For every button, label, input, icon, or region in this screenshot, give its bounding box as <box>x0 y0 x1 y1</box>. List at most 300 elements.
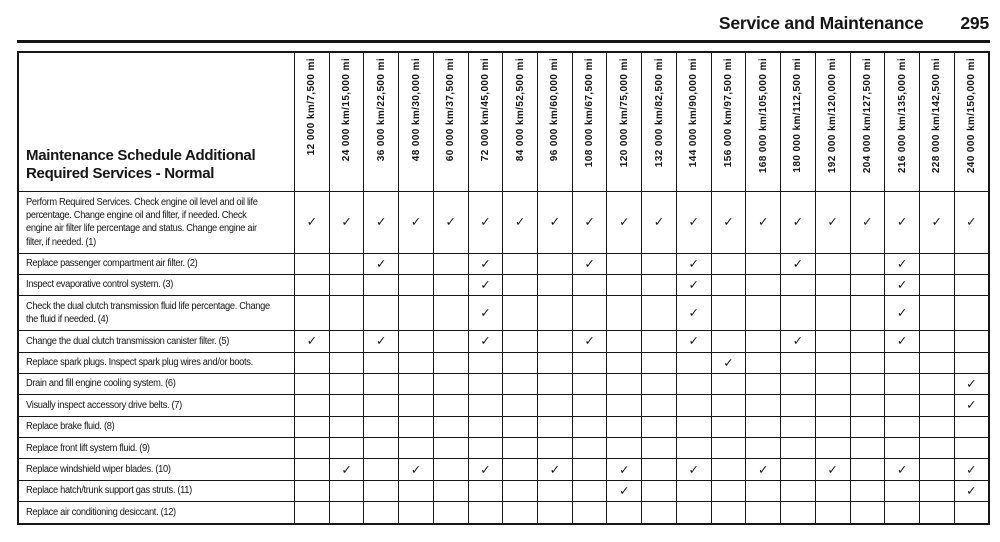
check-cell-empty <box>538 352 573 373</box>
check-cell-empty <box>503 352 538 373</box>
check-cell-empty <box>746 352 781 373</box>
check-cell-empty <box>433 352 468 373</box>
interval-label: 216 000 km/135,000 mi <box>896 58 908 174</box>
check-cell-empty <box>607 438 642 459</box>
check-cell-empty <box>919 502 954 524</box>
check-cell-empty <box>503 274 538 295</box>
check-cell-checked <box>607 192 642 254</box>
service-label-text: Replace spark plugs. Inspect spark plug wires and/or boots. <box>26 357 253 369</box>
checkmark-icon: ✓ <box>896 462 908 477</box>
check-cell-empty <box>676 352 711 373</box>
check-cell-empty <box>468 438 503 459</box>
table-body <box>18 192 989 524</box>
check-cell-empty <box>364 480 399 501</box>
check-cell-empty <box>954 438 989 459</box>
check-cell-empty <box>642 253 677 274</box>
checkmark-icon: ✓ <box>619 215 630 230</box>
check-cell-empty <box>538 331 573 352</box>
check-cell-checked <box>885 331 920 352</box>
check-cell-empty <box>746 331 781 352</box>
check-cell-empty <box>850 296 885 331</box>
check-cell-empty <box>919 373 954 394</box>
check-cell-checked <box>607 459 642 480</box>
check-cell-empty <box>746 296 781 331</box>
check-cell-empty <box>815 373 850 394</box>
check-cell-empty <box>746 502 781 524</box>
check-cell-empty <box>433 416 468 437</box>
check-cell-empty <box>538 296 573 331</box>
check-cell-empty <box>503 253 538 274</box>
check-cell-checked <box>676 331 711 352</box>
check-cell-empty <box>329 502 364 524</box>
check-cell-empty <box>919 438 954 459</box>
check-cell-empty <box>538 416 573 437</box>
check-cell-empty <box>433 502 468 524</box>
check-cell-empty <box>850 480 885 501</box>
service-label-text: Perform Required Services. Check engine oil level and oil life percentage. Change engine oil and filter, if needed. Check engine air filter life percentage and status. Change engine air filter, if needed. (1) <box>26 196 258 248</box>
check-cell-checked <box>954 192 989 254</box>
check-cell-empty <box>815 352 850 373</box>
check-cell-checked <box>572 192 607 254</box>
check-cell-empty <box>295 502 330 524</box>
check-cell-checked <box>642 192 677 254</box>
checkmark-icon: ✓ <box>688 334 699 349</box>
check-cell-checked <box>919 192 954 254</box>
check-cell-empty <box>676 502 711 524</box>
check-cell-empty <box>538 395 573 416</box>
interval-label: 168 000 km/105,000 mi <box>757 58 769 174</box>
interval-label: 96 000 km/60,000 mi <box>549 58 561 162</box>
check-cell-empty <box>850 395 885 416</box>
check-cell-checked <box>676 274 711 295</box>
check-cell-empty <box>538 373 573 394</box>
check-cell-checked <box>468 459 503 480</box>
check-cell-empty <box>572 459 607 480</box>
check-cell-empty <box>746 480 781 501</box>
check-cell-empty <box>642 296 677 331</box>
check-cell-empty <box>295 459 330 480</box>
check-cell-empty <box>329 480 364 501</box>
checkmark-icon: ✓ <box>480 306 491 321</box>
check-cell-empty <box>885 373 920 394</box>
check-cell-empty <box>399 373 434 394</box>
interval-column-header <box>433 52 468 192</box>
check-cell-empty <box>399 438 434 459</box>
page-header <box>719 13 989 34</box>
maintenance-schedule-table <box>17 51 990 525</box>
check-cell-empty <box>954 331 989 352</box>
check-cell-checked <box>885 253 920 274</box>
check-cell-empty <box>746 438 781 459</box>
check-cell-empty <box>295 253 330 274</box>
service-label <box>18 502 295 524</box>
check-cell-checked <box>885 296 920 331</box>
checkmark-icon: ✓ <box>966 377 977 392</box>
table-row <box>18 416 989 437</box>
check-cell-empty <box>711 373 746 394</box>
interval-label: 228 000 km/142,500 mi <box>931 58 943 174</box>
check-cell-empty <box>607 373 642 394</box>
check-cell-empty <box>329 416 364 437</box>
interval-label: 180 000 km/112,500 mi <box>792 58 804 173</box>
interval-column-header <box>399 52 434 192</box>
check-cell-checked <box>781 192 816 254</box>
checkmark-icon: ✓ <box>306 215 318 230</box>
check-cell-checked <box>433 192 468 254</box>
check-cell-empty <box>295 416 330 437</box>
check-cell-empty <box>954 296 989 331</box>
check-cell-empty <box>468 416 503 437</box>
checkmark-icon: ✓ <box>931 215 943 230</box>
service-label-text: Replace brake fluid. (8) <box>26 421 115 433</box>
check-cell-empty <box>607 416 642 437</box>
check-cell-checked <box>781 253 816 274</box>
interval-label: 156 000 km/97,500 mi <box>722 58 734 168</box>
checkmark-icon: ✓ <box>619 462 630 477</box>
service-label <box>18 373 295 394</box>
check-cell-empty <box>954 502 989 524</box>
check-cell-checked <box>781 331 816 352</box>
check-cell-empty <box>607 296 642 331</box>
check-cell-empty <box>329 253 364 274</box>
check-cell-empty <box>295 373 330 394</box>
check-cell-empty <box>919 395 954 416</box>
check-cell-empty <box>781 373 816 394</box>
checkmark-icon: ✓ <box>966 398 977 413</box>
check-cell-empty <box>364 296 399 331</box>
checkmark-icon: ✓ <box>376 334 387 349</box>
check-cell-empty <box>399 502 434 524</box>
check-cell-empty <box>364 352 399 373</box>
interval-column-header <box>711 52 746 192</box>
checkmark-icon: ✓ <box>376 215 387 230</box>
checkmark-icon: ✓ <box>410 215 422 230</box>
check-cell-empty <box>329 274 364 295</box>
check-cell-empty <box>572 373 607 394</box>
check-cell-empty <box>850 373 885 394</box>
check-cell-empty <box>572 296 607 331</box>
service-label <box>18 395 295 416</box>
checkmark-icon: ✓ <box>445 215 456 230</box>
interval-column-header <box>781 52 816 192</box>
interval-column-header <box>364 52 399 192</box>
check-cell-checked <box>295 192 330 254</box>
checkmark-icon: ✓ <box>480 215 491 230</box>
checkmark-icon: ✓ <box>827 462 838 477</box>
service-label <box>18 459 295 480</box>
check-cell-empty <box>295 274 330 295</box>
check-cell-empty <box>433 296 468 331</box>
interval-label: 36 000 km/22,500 mi <box>375 58 387 162</box>
interval-label: 240 000 km/150,000 mi <box>965 58 977 174</box>
check-cell-empty <box>642 395 677 416</box>
check-cell-empty <box>329 395 364 416</box>
check-cell-empty <box>711 331 746 352</box>
checkmark-icon: ✓ <box>688 306 699 321</box>
check-cell-empty <box>399 352 434 373</box>
check-cell-checked <box>746 459 781 480</box>
service-label <box>18 480 295 501</box>
check-cell-empty <box>468 395 503 416</box>
check-cell-empty <box>399 331 434 352</box>
service-label <box>18 438 295 459</box>
check-cell-checked <box>364 331 399 352</box>
check-cell-checked <box>399 459 434 480</box>
interval-column-header <box>572 52 607 192</box>
interval-column-header <box>607 52 642 192</box>
service-label-text: Replace hatch/trunk support gas struts. (11) <box>26 485 192 497</box>
check-cell-empty <box>364 274 399 295</box>
interval-column-header <box>538 52 573 192</box>
checkmark-icon: ✓ <box>896 256 908 271</box>
check-cell-empty <box>781 274 816 295</box>
check-cell-empty <box>746 416 781 437</box>
check-cell-empty <box>642 502 677 524</box>
checkmark-icon: ✓ <box>896 334 908 349</box>
check-cell-empty <box>503 416 538 437</box>
check-cell-checked <box>711 192 746 254</box>
service-label-text: Inspect evaporative control system. (3) <box>26 279 174 291</box>
check-cell-empty <box>572 480 607 501</box>
check-cell-checked <box>538 459 573 480</box>
check-cell-empty <box>433 274 468 295</box>
check-cell-checked <box>954 395 989 416</box>
check-cell-empty <box>815 253 850 274</box>
checkmark-icon: ✓ <box>792 334 804 349</box>
check-cell-empty <box>642 480 677 501</box>
table-row <box>18 274 989 295</box>
check-cell-empty <box>503 438 538 459</box>
check-cell-empty <box>399 395 434 416</box>
check-cell-empty <box>295 480 330 501</box>
check-cell-empty <box>399 296 434 331</box>
service-label-text: Replace air conditioning desiccant. (12) <box>26 506 176 518</box>
check-cell-empty <box>607 331 642 352</box>
check-cell-empty <box>572 274 607 295</box>
service-label-text: Replace passenger compartment air filter. (2) <box>26 258 198 270</box>
check-cell-empty <box>503 459 538 480</box>
check-cell-empty <box>642 352 677 373</box>
check-cell-checked <box>815 459 850 480</box>
check-cell-checked <box>538 192 573 254</box>
interval-label: 48 000 km/30,000 mi <box>410 58 422 162</box>
service-label-text: Check the dual clutch transmission fluid life percentage. Change the fluid if needed. (4) <box>26 300 270 326</box>
check-cell-checked <box>607 480 642 501</box>
checkmark-icon: ✓ <box>584 256 595 271</box>
check-cell-checked <box>572 253 607 274</box>
check-cell-empty <box>642 438 677 459</box>
checkmark-icon: ✓ <box>862 215 873 230</box>
interval-column-header <box>885 52 920 192</box>
check-cell-empty <box>503 395 538 416</box>
check-cell-empty <box>711 395 746 416</box>
check-cell-checked <box>676 459 711 480</box>
check-cell-empty <box>468 502 503 524</box>
checkmark-icon: ✓ <box>896 215 908 230</box>
check-cell-empty <box>850 274 885 295</box>
check-cell-empty <box>746 395 781 416</box>
check-cell-empty <box>746 373 781 394</box>
check-cell-empty <box>815 274 850 295</box>
check-cell-empty <box>781 352 816 373</box>
check-cell-empty <box>642 373 677 394</box>
check-cell-empty <box>503 373 538 394</box>
check-cell-checked <box>954 480 989 501</box>
check-cell-empty <box>850 352 885 373</box>
check-cell-empty <box>642 459 677 480</box>
check-cell-checked <box>676 192 711 254</box>
check-cell-empty <box>919 459 954 480</box>
checkmark-icon: ✓ <box>688 215 699 230</box>
check-cell-empty <box>468 373 503 394</box>
check-cell-empty <box>329 373 364 394</box>
check-cell-empty <box>607 502 642 524</box>
check-cell-empty <box>676 373 711 394</box>
table-row <box>18 331 989 352</box>
check-cell-checked <box>746 192 781 254</box>
checkmark-icon: ✓ <box>653 215 665 230</box>
check-cell-empty <box>538 274 573 295</box>
check-cell-empty <box>781 395 816 416</box>
service-label-text: Visually inspect accessory drive belts. (7) <box>26 399 182 411</box>
check-cell-empty <box>815 438 850 459</box>
check-cell-checked <box>399 192 434 254</box>
check-cell-empty <box>607 352 642 373</box>
check-cell-empty <box>468 352 503 373</box>
check-cell-empty <box>572 438 607 459</box>
interval-label: 24 000 km/15,000 mi <box>341 58 353 162</box>
checkmark-icon: ✓ <box>688 256 699 271</box>
check-cell-empty <box>919 331 954 352</box>
check-cell-checked <box>329 459 364 480</box>
check-cell-empty <box>850 416 885 437</box>
check-cell-empty <box>815 480 850 501</box>
check-cell-checked <box>885 192 920 254</box>
interval-label: 84 000 km/52,500 mi <box>514 58 526 162</box>
checkmark-icon: ✓ <box>757 215 769 230</box>
check-cell-empty <box>919 416 954 437</box>
check-cell-empty <box>329 438 364 459</box>
check-cell-empty <box>399 253 434 274</box>
check-cell-empty <box>885 502 920 524</box>
check-cell-empty <box>295 296 330 331</box>
check-cell-checked <box>503 192 538 254</box>
checkmark-icon: ✓ <box>480 334 491 349</box>
checkmark-icon: ✓ <box>480 278 491 293</box>
check-cell-checked <box>711 352 746 373</box>
service-label <box>18 192 295 254</box>
check-cell-empty <box>538 253 573 274</box>
service-label-text: Replace windshield wiper blades. (10) <box>26 463 171 475</box>
checkmark-icon: ✓ <box>966 462 977 477</box>
interval-column-header <box>954 52 989 192</box>
checkmark-icon: ✓ <box>966 215 977 230</box>
table-row <box>18 373 989 394</box>
check-cell-empty <box>781 480 816 501</box>
interval-label: 132 000 km/82,500 mi <box>653 58 665 168</box>
check-cell-empty <box>329 331 364 352</box>
check-cell-empty <box>954 253 989 274</box>
check-cell-empty <box>433 253 468 274</box>
interval-label: 204 000 km/127,500 mi <box>861 58 873 174</box>
check-cell-checked <box>954 459 989 480</box>
check-cell-empty <box>572 352 607 373</box>
interval-column-header <box>746 52 781 192</box>
table-row <box>18 438 989 459</box>
interval-label: 108 000 km/67,500 mi <box>584 58 596 168</box>
checkmark-icon: ✓ <box>827 215 838 230</box>
check-cell-empty <box>433 438 468 459</box>
check-cell-empty <box>503 296 538 331</box>
check-cell-empty <box>954 274 989 295</box>
check-cell-empty <box>503 502 538 524</box>
service-label <box>18 274 295 295</box>
check-cell-empty <box>433 331 468 352</box>
check-cell-empty <box>815 416 850 437</box>
check-cell-empty <box>364 395 399 416</box>
check-cell-checked <box>850 192 885 254</box>
check-cell-empty <box>642 331 677 352</box>
check-cell-empty <box>399 416 434 437</box>
check-cell-empty <box>850 331 885 352</box>
checkmark-icon: ✓ <box>896 278 908 293</box>
check-cell-checked <box>468 296 503 331</box>
check-cell-checked <box>885 459 920 480</box>
check-cell-empty <box>711 438 746 459</box>
check-cell-empty <box>642 274 677 295</box>
service-label-text: Replace front lift system fluid. (9) <box>26 442 150 454</box>
check-cell-empty <box>364 502 399 524</box>
check-cell-empty <box>746 274 781 295</box>
interval-column-header <box>919 52 954 192</box>
check-cell-empty <box>781 459 816 480</box>
checkmark-icon: ✓ <box>792 215 804 230</box>
check-cell-checked <box>676 296 711 331</box>
check-cell-empty <box>572 416 607 437</box>
check-cell-empty <box>711 502 746 524</box>
check-cell-checked <box>468 274 503 295</box>
check-cell-empty <box>295 352 330 373</box>
check-cell-empty <box>676 416 711 437</box>
check-cell-empty <box>572 395 607 416</box>
service-label <box>18 416 295 437</box>
check-cell-empty <box>433 373 468 394</box>
checkmark-icon: ✓ <box>549 462 561 477</box>
check-cell-empty <box>885 438 920 459</box>
interval-label: 12 000 km/7,500 mi <box>306 58 318 156</box>
page-number: 295 <box>960 13 989 33</box>
check-cell-empty <box>815 331 850 352</box>
checkmark-icon: ✓ <box>410 462 422 477</box>
check-cell-empty <box>954 416 989 437</box>
table-row <box>18 395 989 416</box>
service-label <box>18 331 295 352</box>
table-row <box>18 192 989 254</box>
check-cell-empty <box>919 274 954 295</box>
check-cell-empty <box>919 296 954 331</box>
table-title: Maintenance Schedule Additional Required Services - Normal <box>18 52 295 192</box>
table-row <box>18 253 989 274</box>
checkmark-icon: ✓ <box>896 306 908 321</box>
checkmark-icon: ✓ <box>341 462 352 477</box>
interval-label: 120 000 km/75,000 mi <box>618 58 630 168</box>
checkmark-icon: ✓ <box>619 484 630 499</box>
checkmark-icon: ✓ <box>792 256 804 271</box>
interval-column-header <box>850 52 885 192</box>
check-cell-empty <box>295 395 330 416</box>
checkmark-icon: ✓ <box>723 355 734 370</box>
interval-column-header <box>676 52 711 192</box>
